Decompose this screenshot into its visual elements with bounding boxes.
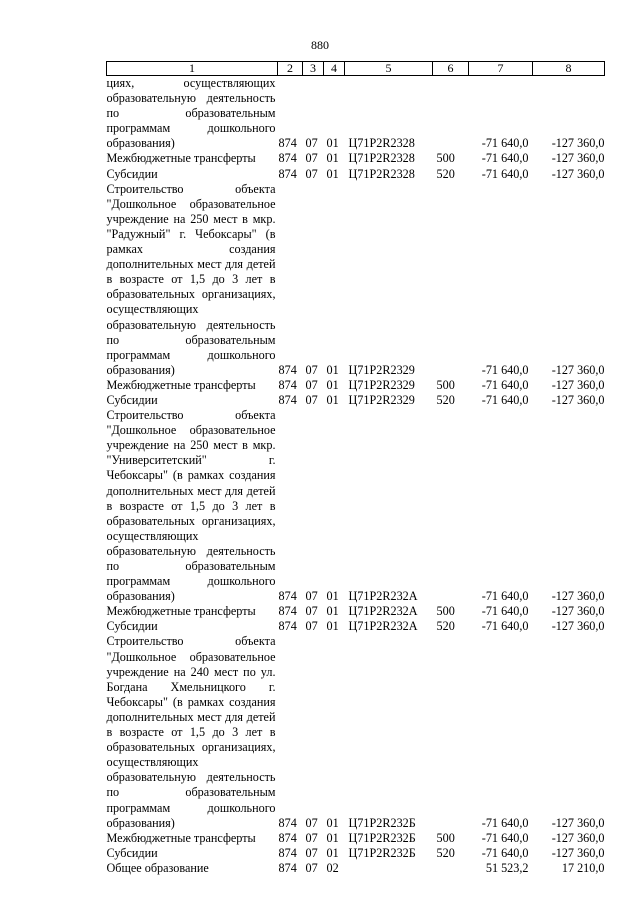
row-amount-1-cell: -71 640,0	[481, 830, 529, 845]
row-amount-2-cell: -127 360,0	[551, 362, 605, 377]
row-section-cell: 07	[305, 604, 318, 619]
row-subsection-cell: 01	[326, 604, 339, 619]
row-expense-type-cell	[433, 76, 469, 152]
row-expense-type-cell: 520	[436, 392, 455, 407]
row-target-article-cell: Ц71Р2R2329	[348, 392, 415, 407]
row-amount-1-cell: -71 640,0	[481, 589, 529, 604]
row-amount-2-cell: -127 360,0	[551, 589, 605, 604]
row-name-cell: Межбюджетные трансферты	[106, 604, 256, 619]
table-row	[107, 393, 605, 408]
header-col-6: 6	[433, 62, 469, 76]
table-row	[107, 634, 605, 830]
row-target-article-cell: Ц71Р2R2328	[348, 151, 415, 166]
row-target-article-cell: Ц71Р2R232Б	[348, 845, 416, 860]
row-code-cell: 874	[278, 845, 297, 860]
row-section-cell: 07	[305, 392, 318, 407]
row-expense-type-cell: 520	[436, 619, 455, 634]
table-row	[107, 604, 605, 619]
row-section-cell: 07	[305, 362, 318, 377]
row-subsection-cell: 01	[326, 136, 339, 151]
row-expense-type-cell: 520	[436, 845, 455, 860]
row-name-cell: Общее образование	[106, 860, 209, 875]
header-col-1: 1	[107, 62, 278, 76]
row-section-cell: 07	[305, 619, 318, 634]
row-subsection-cell: 01	[326, 151, 339, 166]
row-amount-1-cell: -71 640,0	[481, 815, 529, 830]
row-amount-1-cell: -71 640,0	[481, 619, 529, 634]
table-header	[107, 62, 605, 76]
header-col-3: 3	[303, 62, 324, 76]
row-code-cell: 874	[278, 392, 297, 407]
row-amount-1-cell: -71 640,0	[481, 151, 529, 166]
row-target-article-cell: Ц71Р2R2329	[348, 362, 415, 377]
row-code-cell: 874	[278, 815, 297, 830]
row-amount-1-cell: -71 640,0	[481, 604, 529, 619]
row-expense-type-cell: 500	[436, 604, 455, 619]
row-expense-type-cell: 500	[436, 377, 455, 392]
row-target-article-cell	[345, 861, 433, 876]
row-target-article-cell: Ц71Р2R232А	[348, 619, 418, 634]
row-code-cell: 874	[278, 619, 297, 634]
row-subsection-cell: 01	[326, 815, 339, 830]
row-expense-type-cell	[433, 861, 469, 876]
row-section-cell: 07	[305, 815, 318, 830]
row-subsection-cell: 01	[326, 392, 339, 407]
row-amount-2-cell: -127 360,0	[551, 392, 605, 407]
row-code-cell: 874	[278, 151, 297, 166]
row-code-cell: 874	[278, 166, 297, 181]
header-col-8: 8	[533, 62, 605, 76]
row-amount-2-cell: -127 360,0	[551, 377, 605, 392]
row-name-cell: Строительство объекта "Дошкольное образовательное учреждение на 250 мест в мкр. "Радужный" г. Чебоксары" (в рамках создания дополнительных мест для детей в возрасте от 1,5 до 3 лет в образовательных организациях, осуществляющих образовательную деятельность по образовательным программам дошкольного образования)	[106, 181, 276, 377]
row-amount-2-cell: 17 210,0	[561, 860, 605, 875]
table-row	[107, 861, 605, 876]
row-target-article-cell: Ц71Р2R232А	[348, 589, 418, 604]
row-subsection-cell: 01	[326, 619, 339, 634]
row-target-article-cell: Ц71Р2R232Б	[348, 815, 416, 830]
table-row	[107, 76, 605, 152]
table-body	[107, 76, 605, 876]
table-row	[107, 831, 605, 846]
row-amount-2-cell: -127 360,0	[551, 151, 605, 166]
row-name-cell: Строительство объекта "Дошкольное образовательное учреждение на 250 мест в мкр. "Университетский" г. Чебоксары" (в рамках создания дополнительных мест для детей в возрасте от 1,5 до 3 лет в образовательных организациях, осуществляющих образовательную деятельность по образовательным программам дошкольного образования)	[106, 408, 276, 604]
row-amount-1-cell: -71 640,0	[481, 377, 529, 392]
row-target-article-cell: Ц71Р2R232А	[348, 604, 418, 619]
table-row	[107, 846, 605, 861]
row-name-cell: Межбюджетные трансферты	[106, 830, 256, 845]
header-col-4: 4	[324, 62, 345, 76]
row-section-cell: 07	[305, 377, 318, 392]
row-target-article-cell: Ц71Р2R232Б	[348, 830, 416, 845]
row-expense-type-cell: 500	[436, 151, 455, 166]
row-section-cell: 07	[305, 151, 318, 166]
row-name-cell: Межбюджетные трансферты	[106, 377, 256, 392]
row-amount-2-cell: -127 360,0	[551, 136, 605, 151]
table-row	[107, 151, 605, 166]
row-target-article-cell: Ц71Р2R2328	[348, 166, 415, 181]
header-col-7: 7	[469, 62, 533, 76]
row-target-article-cell: Ц71Р2R2328	[348, 136, 415, 151]
row-code-cell: 874	[278, 362, 297, 377]
row-amount-2-cell: -127 360,0	[551, 815, 605, 830]
row-code-cell: 874	[278, 860, 297, 875]
row-subsection-cell: 01	[326, 589, 339, 604]
row-subsection-cell: 01	[326, 830, 339, 845]
row-code-cell: 874	[278, 589, 297, 604]
row-amount-2-cell: -127 360,0	[551, 830, 605, 845]
row-section-cell: 07	[305, 860, 318, 875]
row-amount-2-cell: -127 360,0	[551, 604, 605, 619]
table-row	[107, 167, 605, 182]
row-target-article-cell: Ц71Р2R2329	[348, 377, 415, 392]
row-expense-type-cell	[433, 634, 469, 830]
row-amount-1-cell: 51 523,2	[485, 860, 529, 875]
row-subsection-cell: 01	[326, 166, 339, 181]
budget-table	[106, 61, 605, 876]
row-amount-1-cell: -71 640,0	[481, 845, 529, 860]
page-number: 880	[311, 38, 329, 52]
row-amount-2-cell: -127 360,0	[551, 619, 605, 634]
row-expense-type-cell	[433, 408, 469, 604]
row-code-cell: 874	[278, 830, 297, 845]
header-col-2: 2	[278, 62, 303, 76]
row-section-cell: 07	[305, 845, 318, 860]
row-subsection-cell: 01	[326, 377, 339, 392]
row-code-cell: 874	[278, 377, 297, 392]
header-col-5: 5	[345, 62, 433, 76]
row-name-cell: Субсидии	[106, 392, 158, 407]
row-amount-1-cell: -71 640,0	[481, 166, 529, 181]
row-name-cell: Строительство объекта "Дошкольное образовательное учреждение на 240 мест по ул. Богдана Хмельницкого г. Чебоксары" (в рамках создания дополнительных мест для детей в возрасте от 1,5 до 3 лет в образовательных организациях, осуществляющих образовательную деятельность по образовательным программам дошкольного образования)	[106, 634, 276, 830]
row-section-cell: 07	[305, 166, 318, 181]
table-row	[107, 619, 605, 634]
row-amount-1-cell: -71 640,0	[481, 136, 529, 151]
row-name-cell: циях, осуществляющих образовательную деятельность по образовательным программам дошкольного образования)	[106, 76, 276, 151]
row-expense-type-cell: 500	[436, 830, 455, 845]
row-expense-type-cell	[433, 182, 469, 378]
row-section-cell: 07	[305, 136, 318, 151]
row-subsection-cell: 01	[326, 362, 339, 377]
row-section-cell: 07	[305, 589, 318, 604]
row-name-cell: Субсидии	[106, 619, 158, 634]
row-amount-2-cell: -127 360,0	[551, 845, 605, 860]
table-row	[107, 378, 605, 393]
row-section-cell: 07	[305, 830, 318, 845]
table-row	[107, 182, 605, 378]
row-amount-1-cell: -71 640,0	[481, 392, 529, 407]
row-subsection-cell: 01	[326, 845, 339, 860]
row-subsection-cell: 02	[326, 860, 339, 875]
row-name-cell: Субсидии	[106, 166, 158, 181]
row-expense-type-cell: 520	[436, 166, 455, 181]
row-amount-2-cell: -127 360,0	[551, 166, 605, 181]
table-row	[107, 408, 605, 604]
row-code-cell: 874	[278, 604, 297, 619]
row-amount-1-cell: -71 640,0	[481, 362, 529, 377]
row-name-cell: Субсидии	[106, 845, 158, 860]
row-code-cell: 874	[278, 136, 297, 151]
row-name-cell: Межбюджетные трансферты	[106, 151, 256, 166]
